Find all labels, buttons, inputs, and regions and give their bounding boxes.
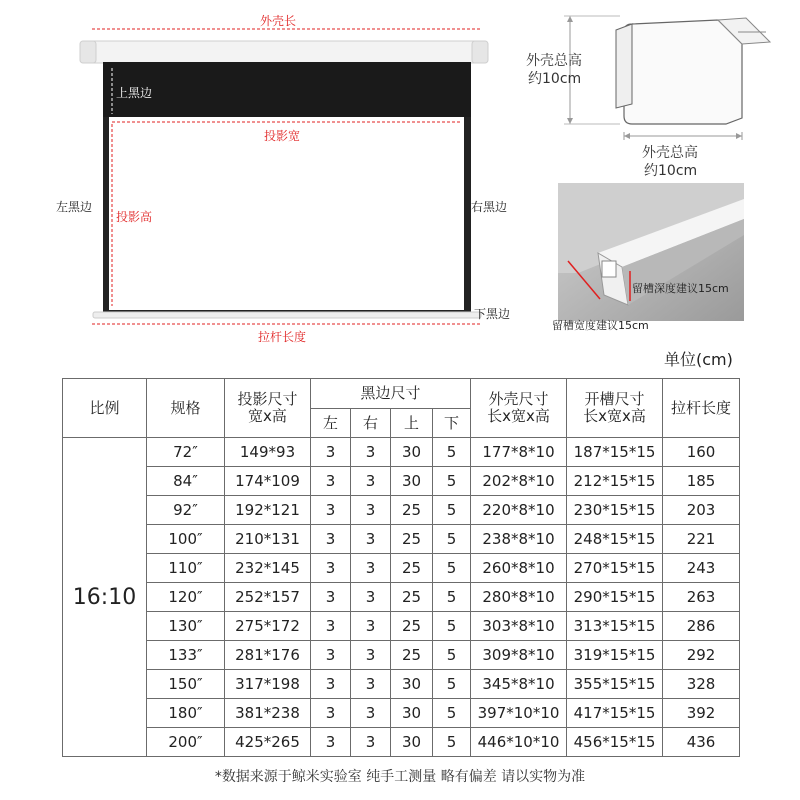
header-case-line1: 外壳尺寸 xyxy=(488,390,549,408)
table-row xyxy=(63,438,740,467)
projection-width-label: 投影宽 xyxy=(264,129,301,143)
header-slot xyxy=(567,379,663,438)
cell-left: 3 xyxy=(311,438,351,467)
cell-slot: 417*15*15 xyxy=(567,699,663,728)
cell-left: 3 xyxy=(311,641,351,670)
cell-left: 3 xyxy=(311,699,351,728)
ratio-cell: 16:10 xyxy=(63,438,147,757)
cell-slot: 270*15*15 xyxy=(567,554,663,583)
cell-case: 397*10*10 xyxy=(471,699,567,728)
header-slot-line1: 开槽尺寸 xyxy=(584,390,645,408)
cell-left: 3 xyxy=(311,612,351,641)
outer-length-label: 外壳长 xyxy=(260,14,297,28)
cell-case: 220*8*10 xyxy=(471,496,567,525)
cell-slot: 313*15*15 xyxy=(567,612,663,641)
case-depth-line2: 约10cm xyxy=(644,163,698,179)
left-black-label: 左黑边 xyxy=(56,200,93,214)
cell-top: 25 xyxy=(391,583,433,612)
cell-rod: 292 xyxy=(663,641,740,670)
cell-case: 303*8*10 xyxy=(471,612,567,641)
groove-diagram xyxy=(552,183,744,332)
cell-spec: 200″ xyxy=(147,728,225,757)
header-case xyxy=(471,379,567,438)
cell-rod: 328 xyxy=(663,670,740,699)
header-left: 左 xyxy=(311,409,351,438)
cell-spec: 130″ xyxy=(147,612,225,641)
table-row xyxy=(63,496,740,525)
cell-top: 25 xyxy=(391,554,433,583)
cell-top: 25 xyxy=(391,641,433,670)
cell-slot: 319*15*15 xyxy=(567,641,663,670)
header-projection-line2: 宽x高 xyxy=(248,407,287,425)
cell-right: 3 xyxy=(351,554,391,583)
cell-spec: 133″ xyxy=(147,641,225,670)
cell-bottom: 5 xyxy=(433,670,471,699)
cell-spec: 72″ xyxy=(147,438,225,467)
cell-proj: 232*145 xyxy=(225,554,311,583)
cell-case: 238*8*10 xyxy=(471,525,567,554)
unit-label: 单位(cm) xyxy=(664,350,733,369)
table-row xyxy=(63,467,740,496)
case-height-line2: 约10cm xyxy=(528,71,582,87)
cell-bottom: 5 xyxy=(433,438,471,467)
cell-right: 3 xyxy=(351,496,391,525)
cell-spec: 100″ xyxy=(147,525,225,554)
cell-slot: 230*15*15 xyxy=(567,496,663,525)
cell-proj: 252*157 xyxy=(225,583,311,612)
cell-top: 30 xyxy=(391,438,433,467)
cell-proj: 174*109 xyxy=(225,467,311,496)
cell-case: 202*8*10 xyxy=(471,467,567,496)
cell-right: 3 xyxy=(351,612,391,641)
cell-case: 177*8*10 xyxy=(471,438,567,467)
cell-slot: 290*15*15 xyxy=(567,583,663,612)
cell-bottom: 5 xyxy=(433,641,471,670)
cell-bottom: 5 xyxy=(433,525,471,554)
header-rod: 拉杆长度 xyxy=(663,379,740,438)
header-ratio: 比例 xyxy=(63,379,147,438)
cell-right: 3 xyxy=(351,699,391,728)
table-row xyxy=(63,612,740,641)
cell-bottom: 5 xyxy=(433,496,471,525)
groove-graphic xyxy=(558,183,744,321)
cell-rod: 392 xyxy=(663,699,740,728)
cell-top: 30 xyxy=(391,467,433,496)
cell-right: 3 xyxy=(351,438,391,467)
cell-left: 3 xyxy=(311,467,351,496)
cell-bottom: 5 xyxy=(433,699,471,728)
cell-right: 3 xyxy=(351,641,391,670)
cell-slot: 212*15*15 xyxy=(567,467,663,496)
bottom-black-label: 下黑边 xyxy=(474,307,511,321)
cell-left: 3 xyxy=(311,496,351,525)
rod-length-label: 拉杆长度 xyxy=(258,330,307,344)
table-row xyxy=(63,670,740,699)
cell-proj: 149*93 xyxy=(225,438,311,467)
cell-left: 3 xyxy=(311,525,351,554)
header-projection-line1: 投影尺寸 xyxy=(237,390,298,408)
header-projection xyxy=(225,379,311,438)
table-row xyxy=(63,583,740,612)
cell-right: 3 xyxy=(351,583,391,612)
cell-proj: 275*172 xyxy=(225,612,311,641)
header-right: 右 xyxy=(351,409,391,438)
cell-rod: 160 xyxy=(663,438,740,467)
top-black-label: 上黑边 xyxy=(116,86,153,100)
projection-height-label: 投影高 xyxy=(116,210,153,224)
screen-diagram xyxy=(0,0,540,345)
right-black-label: 右黑边 xyxy=(471,200,508,214)
cell-spec: 92″ xyxy=(147,496,225,525)
table-row xyxy=(63,699,740,728)
cell-proj: 192*121 xyxy=(225,496,311,525)
header-top: 上 xyxy=(391,409,433,438)
cell-left: 3 xyxy=(311,554,351,583)
spec-table xyxy=(62,378,740,757)
table-row xyxy=(63,554,740,583)
cell-slot: 187*15*15 xyxy=(567,438,663,467)
cell-bottom: 5 xyxy=(433,554,471,583)
case-height-line1: 外壳总高 xyxy=(526,53,582,69)
cell-rod: 436 xyxy=(663,728,740,757)
cell-slot: 355*15*15 xyxy=(567,670,663,699)
header-slot-line2: 长x宽x高 xyxy=(583,407,646,425)
cell-rod: 286 xyxy=(663,612,740,641)
groove-width-label: 留槽宽度建议15cm xyxy=(552,319,649,332)
cell-proj: 381*238 xyxy=(225,699,311,728)
cell-right: 3 xyxy=(351,467,391,496)
cell-rod: 221 xyxy=(663,525,740,554)
cell-top: 25 xyxy=(391,496,433,525)
table-row xyxy=(63,641,740,670)
cell-spec: 120″ xyxy=(147,583,225,612)
cell-top: 25 xyxy=(391,612,433,641)
cell-case: 446*10*10 xyxy=(471,728,567,757)
cell-spec: 180″ xyxy=(147,699,225,728)
groove-depth-label: 留槽深度建议15cm xyxy=(632,282,729,295)
cell-bottom: 5 xyxy=(433,467,471,496)
header-black: 黑边尺寸 xyxy=(311,379,471,409)
table-row xyxy=(63,525,740,554)
case-section-diagram xyxy=(520,0,800,180)
cell-case: 260*8*10 xyxy=(471,554,567,583)
cell-top: 30 xyxy=(391,670,433,699)
cell-rod: 243 xyxy=(663,554,740,583)
cell-top: 30 xyxy=(391,699,433,728)
cell-bottom: 5 xyxy=(433,583,471,612)
cell-top: 25 xyxy=(391,525,433,554)
cell-bottom: 5 xyxy=(433,728,471,757)
cell-case: 345*8*10 xyxy=(471,670,567,699)
cell-case: 309*8*10 xyxy=(471,641,567,670)
cell-right: 3 xyxy=(351,670,391,699)
cell-right: 3 xyxy=(351,728,391,757)
header-bottom: 下 xyxy=(433,409,471,438)
cell-left: 3 xyxy=(311,583,351,612)
cell-rod: 203 xyxy=(663,496,740,525)
cell-right: 3 xyxy=(351,525,391,554)
cell-rod: 263 xyxy=(663,583,740,612)
cell-proj: 425*265 xyxy=(225,728,311,757)
cell-slot: 248*15*15 xyxy=(567,525,663,554)
cell-bottom: 5 xyxy=(433,612,471,641)
cell-left: 3 xyxy=(311,728,351,757)
cell-case: 280*8*10 xyxy=(471,583,567,612)
cell-rod: 185 xyxy=(663,467,740,496)
screen-diagram-graphic xyxy=(0,0,540,345)
cell-spec: 150″ xyxy=(147,670,225,699)
cell-left: 3 xyxy=(311,670,351,699)
cell-proj: 281*176 xyxy=(225,641,311,670)
table-row xyxy=(63,728,740,757)
cell-top: 30 xyxy=(391,728,433,757)
header-spec: 规格 xyxy=(147,379,225,438)
cell-spec: 110″ xyxy=(147,554,225,583)
header-case-line2: 长x宽x高 xyxy=(487,407,550,425)
cell-spec: 84″ xyxy=(147,467,225,496)
cell-proj: 210*131 xyxy=(225,525,311,554)
footnote: *数据来源于鲸米实验室 纯手工测量 略有偏差 请以实物为准 xyxy=(214,769,586,785)
case-depth-line1: 外壳总高 xyxy=(642,145,698,161)
cell-proj: 317*198 xyxy=(225,670,311,699)
cell-slot: 456*15*15 xyxy=(567,728,663,757)
